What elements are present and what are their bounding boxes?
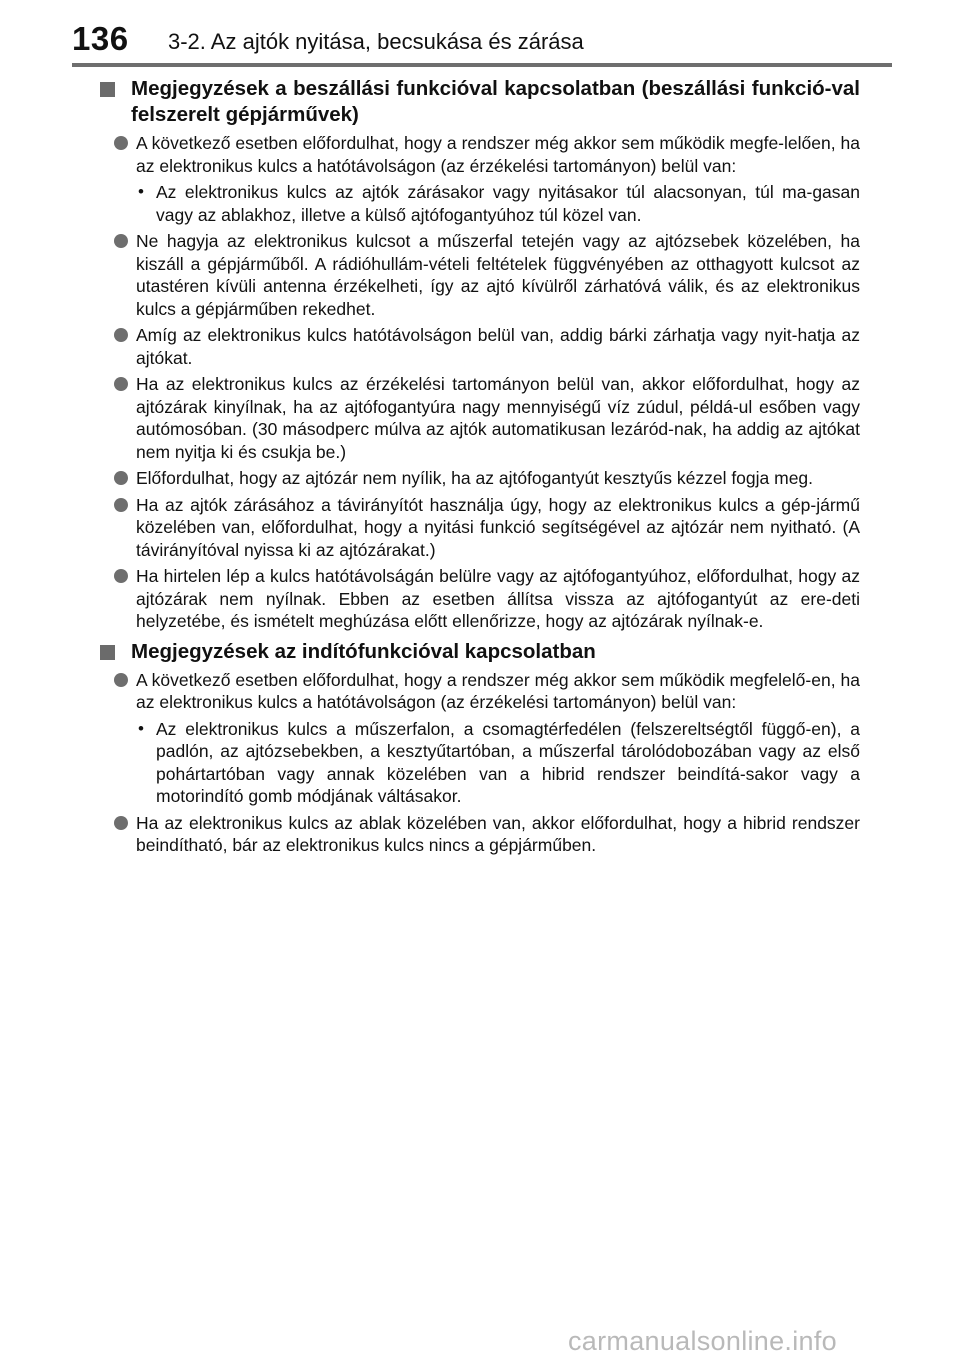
sub-bullet-icon: •: [138, 718, 144, 738]
list-item: Ha az elektronikus kulcs az ablak közelében van, akkor előfordulhat, hogy a hibrid rendszer beindítható, bár az elektronikus kulcs nincs a gépjárműben.: [98, 812, 860, 857]
bullet-dot-icon: [114, 328, 128, 342]
bullet-dot-icon: [114, 377, 128, 391]
bullet-dot-icon: [114, 234, 128, 248]
watermark: carmanualsonline.info: [568, 1326, 837, 1356]
section-start-function: [98, 639, 860, 857]
page-content: [98, 76, 860, 861]
section-title: Megjegyzések az indítófunkcióval kapcsolatban: [98, 639, 860, 665]
sub-list-item: • Az elektronikus kulcs az ajtók zárásakor vagy nyitásakor túl alacsonyan, túl ma-gasan vagy az ablakhoz, illetve a külső ajtófogantyúhoz túl közel van.: [138, 182, 860, 225]
list-item: Amíg az elektronikus kulcs hatótávolságon belül van, addig bárki zárhatja vagy nyit-hatja az ajtókat.: [98, 324, 860, 369]
sub-list-item: • Az elektronikus kulcs a műszerfalon, a csomagtérfedélen (felszereltségtől függő-en), a padlón, az ajtózsebekben, a kesztyűtartóban, a műszerfal tárolódobozában vagy az első pohártartóban vagy annak közelében van a hibrid rendszer beindítá-sakor vagy a motorindító gomb módjának váltásakor.: [138, 718, 860, 806]
section-square-icon: [100, 82, 115, 97]
header-rule: [72, 63, 892, 67]
list-item: Ha az ajtók zárásához a távirányítót használja úgy, hogy az elektronikus kulcs a gép-jármű közelében van, előfordulhat, hogy a nyitási funkció segítségével az ajtózár nem nyitható. (A távirányítóval nyissa ki az ajtózárakat.): [98, 494, 860, 562]
bullet-dot-icon: [114, 498, 128, 512]
sub-bullet-icon: •: [138, 182, 144, 201]
chapter-title: 3-2. Az ajtók nyitása, becsukása és zárása: [168, 29, 584, 54]
bullet-dot-icon: [114, 816, 128, 830]
section-boarding-function: [98, 76, 860, 633]
bullet-dot-icon: [114, 136, 128, 150]
list-item: Ha hirtelen lép a kulcs hatótávolságán belülre vagy az ajtófogantyúhoz, előfordulhat, hogy az ajtózárak nem nyílnak. Ebben az esetben állítsa vissza az ajtófogantyút az ere-deti helyzetébe, és ismételt meghúzása előtt ellenőrizze, hogy az ajtózárak nyílnak-e.: [98, 565, 860, 633]
list-item: A következő esetben előfordulhat, hogy a rendszer még akkor sem működik megfelelő-en, ha az elektronikus kulcs a hatótávolságon (az érzékelési tartományon) belül van: • Az elektronikus kulcs a műszerfalon, a csomagtérfedélen (felszereltségtől függő-en), a padlón, az ajtózsebekben, a kesztyűtartóban, a műszerfal tárolódobozában vagy az első pohártartóban vagy annak közelében van a hibrid rendszer beindítá-sakor vagy a motorindító gomb módjának váltásakor.: [98, 669, 860, 808]
list-item: Ne hagyja az elektronikus kulcsot a műszerfal tetején vagy az ajtózsebek közelében, ha kiszáll a gépjárműből. A rádióhullám-vételi feltételek függvényében az otthagyott kulcsot az utastéren kívüli antenna érzékelheti, így az ajtó kívülről zárhatóvá válik, és az elektronikus kulcs a gépjárműben rekedhet.: [98, 230, 860, 320]
list-item: Ha az elektronikus kulcs az érzékelési tartományon belül van, akkor előfordulhat, hogy az ajtózárak kinyílnak, ha az ajtófogantyúra nagy mennyiségű víz zúdul, példá-ul esőben vagy autómosóban. (30 másodperc múlva az ajtók automatikusan lezáród-nak, ha addig az ajtókat nem nyitja ki és csukja be.): [98, 373, 860, 463]
page-header: [0, 0, 960, 70]
bullet-dot-icon: [114, 569, 128, 583]
bullet-dot-icon: [114, 673, 128, 687]
section-title: Megjegyzések a beszállási funkcióval kapcsolatban (beszállási funkció-val felszerelt gépjárművek): [98, 76, 860, 128]
list-item: Előfordulhat, hogy az ajtózár nem nyílik, ha az ajtófogantyút kesztyűs kézzel fogja meg.: [98, 467, 860, 490]
page-number: 136: [72, 20, 129, 57]
section-square-icon: [100, 645, 115, 660]
list-item: A következő esetben előfordulhat, hogy a rendszer még akkor sem működik megfe-lelően, ha az elektronikus kulcs a hatótávolságon (az érzékelési tartományon) belül van: • Az elektronikus kulcs az ajtók zárásakor vagy nyitásakor túl alacsonyan, túl ma-gasan vagy az ablakhoz, illetve a külső ajtófogantyúhoz túl közel van.: [98, 132, 860, 226]
bullet-dot-icon: [114, 471, 128, 485]
